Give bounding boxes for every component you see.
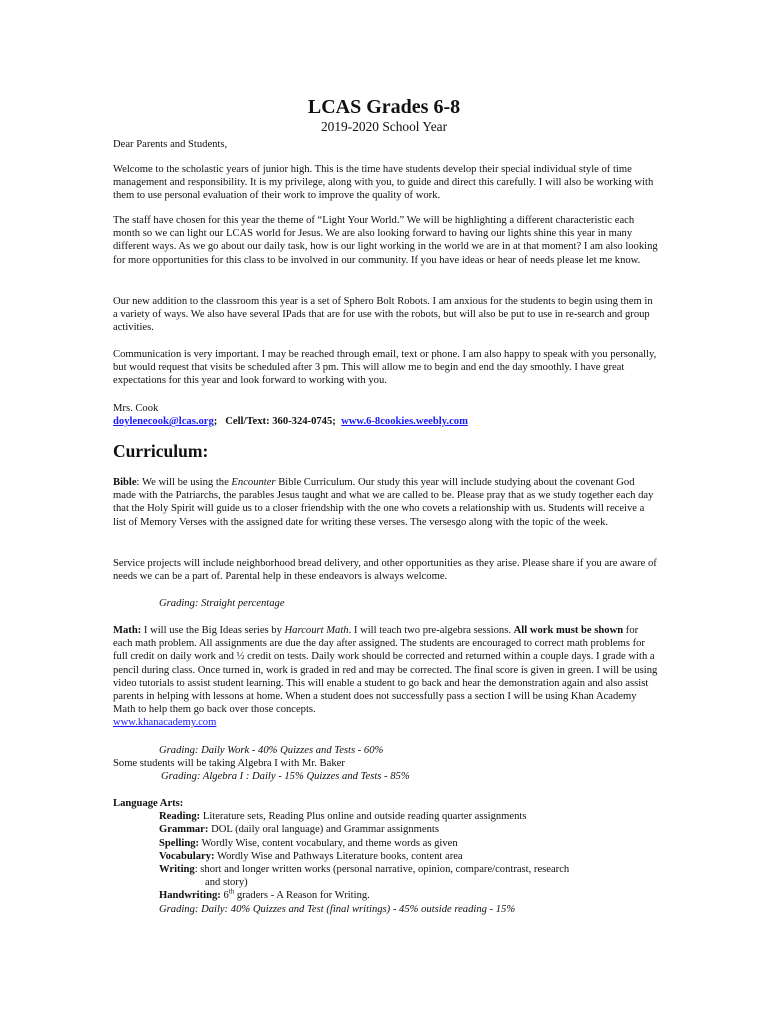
handwriting-ordinal: th <box>228 887 235 896</box>
letter-paragraph-1 <box>113 163 659 203</box>
signature-text: Mrs. Cook <box>113 403 159 414</box>
bible-book: Encounter <box>231 477 276 488</box>
service-text: Service projects will include neighborhood bread delivery, and other opportunities as they arise. Please share if you are aware of needs we can be a part of. Parental help in these endeavors is always welcome. <box>113 558 657 583</box>
grammar-line <box>113 823 659 836</box>
separator: ; <box>213 416 218 428</box>
reading-line <box>113 810 659 823</box>
language-arts-heading: Language Arts: <box>113 798 184 809</box>
vocabulary-line <box>113 850 659 863</box>
grading-text: Grading: Daily: 40% Quizzes and Test (final writings) - 45% outside reading - 15% <box>159 903 516 915</box>
bible-label: Bible <box>113 477 137 488</box>
reading-label: Reading: <box>159 811 201 823</box>
page-subtitle: 2019-2020 School Year <box>320 119 448 134</box>
handwriting-label: Handwriting: <box>159 890 221 902</box>
language-arts-section <box>113 797 659 916</box>
bible-paragraph <box>113 476 659 529</box>
spelling-text: Wordly Wise, content vocabulary, and theme words as given <box>199 837 458 849</box>
curriculum-heading: Curriculum: <box>113 441 209 461</box>
paragraph-text: Communication is very important. I may be reached through email, text or phone. I am also happy to speak with you personally, but would request that visits be scheduled after 3 pm. This will allow me to begin and end the day smoothly. I have great expectations for this year and look forward to working with you. <box>113 349 657 387</box>
email-link[interactable]: doylenecook@lcas.org <box>113 416 214 428</box>
math-section <box>113 624 659 730</box>
bible-section <box>113 476 659 529</box>
bible-text-2: Bible Curriculum. Our study this year will include studying about the covenant God made with the Patriarchs, the parables Jesus taught and what we are called to be. Please pray that as we study together each day that the Holy Spirit will guide us to a closer friendship with the one who covets a relationship with us. Students will receive a list of Memory Verses with the assigned date for writing these verses. The versesgo along with the topic of the week. <box>113 477 654 528</box>
math-grading <box>113 744 659 784</box>
vocabulary-label: Vocabulary: <box>159 850 215 862</box>
handwriting-grade: 6 <box>220 890 229 902</box>
handwriting-line <box>113 889 659 902</box>
grading-text: Grading: Straight percentage <box>159 598 285 609</box>
reading-text: Literature sets, Reading Plus online and outside reading quarter assignments <box>200 811 527 823</box>
math-text-2: . I will teach two pre-algebra sessions. <box>348 625 514 636</box>
grading-text: Grading: Daily Work - 40% Quizzes and Tests - 60% <box>159 745 384 756</box>
letter-paragraph-4 <box>113 348 659 388</box>
spelling-label: Spelling: <box>159 837 200 849</box>
bible-text-1: : We will be using the <box>136 477 232 488</box>
algebra-grading: Grading: Algebra I : Daily - 15% Quizzes and Tests - 85% <box>161 771 410 783</box>
writing-text: : short and longer written works (personal narrative, opinion, compare/contrast, research <box>194 864 570 876</box>
bible-grading <box>113 597 659 610</box>
writing-continuation: and story) <box>205 877 248 889</box>
math-publisher: Harcourt Math <box>284 625 349 636</box>
paragraph-text: The staff have chosen for this year the theme of “Light Your World.” We will be highlighting a different characteristic each month so we can light our LCAS world for Jesus. We are also looking forward to having our lights shine this year in many different ways. As we go about our daily task, how is our light working in the world we are in at that moment? I am also looking for more opportunities for this class to be involved in our community. If you have ideas or hear of needs please let me know. <box>113 215 658 266</box>
service-paragraph <box>113 557 659 583</box>
math-text-3: for each math problem. All assignments are due the day after assigned. The students are encouraged to correct math problems for full credit on daily work and ½ credit on tests. Daily work should be corrected and returned within a couple days. I grade with a pencil during class. Once turned in, work is graded in red and may be corrected. The final score is given in green. I will be using video tutorials to assist student learning. This will enable a student to go back and hear the demonstration again and also assist parents in helping with lessons at home. When a student does not successfully pass a section I will be using Khan Academy Math to help them go back over those concepts. <box>113 625 658 716</box>
salutation-text: Dear Parents and Students, <box>113 139 228 150</box>
letter-salutation <box>113 138 659 151</box>
khanacademy-link[interactable]: www.khanacademy.com <box>113 717 217 729</box>
paragraph-text: Welcome to the scholastic years of junior high. This is the time have students develop their special individual style of time management and responsibility. It is my privilege, along with you, to guide and direct this carefully. I will also be working with them to use personal evaluation of their work to improve the quality of work. <box>113 164 654 202</box>
letter-paragraph-3 <box>113 295 659 335</box>
writing-label: Writing <box>159 864 195 876</box>
letter-paragraph-2 <box>113 214 659 267</box>
math-text-1: I will use the Big Ideas series by <box>141 625 285 636</box>
handwriting-text: graders - A Reason for Writing. <box>234 890 370 902</box>
website-link[interactable]: www.6-8cookies.weebly.com <box>341 416 468 428</box>
algebra-note: Some students will be taking Algebra I with Mr. Baker <box>113 758 345 770</box>
cell-phone: Cell/Text: 360-324-0745; <box>225 416 336 428</box>
letter-signature <box>113 402 659 428</box>
math-label: Math: <box>113 625 142 636</box>
spelling-line <box>113 837 659 850</box>
contact-line <box>113 415 659 428</box>
page-title: LCAS Grades 6-8 <box>307 96 461 118</box>
grammar-label: Grammar: <box>159 824 209 836</box>
grammar-text: DOL (daily oral language) and Grammar assignments <box>208 824 439 836</box>
vocabulary-text: Wordly Wise and Pathways Literature books, content area <box>214 850 463 862</box>
paragraph-text: Our new addition to the classroom this year is a set of Sphero Bolt Robots. I am anxious for the students to begin using them in a variety of ways. We also have several IPads that are for use with the robots, but will also be put to use in re-search and group activities. <box>113 296 653 334</box>
math-bold: All work must be shown <box>513 625 624 636</box>
writing-line <box>113 863 659 876</box>
math-paragraph <box>113 624 659 716</box>
